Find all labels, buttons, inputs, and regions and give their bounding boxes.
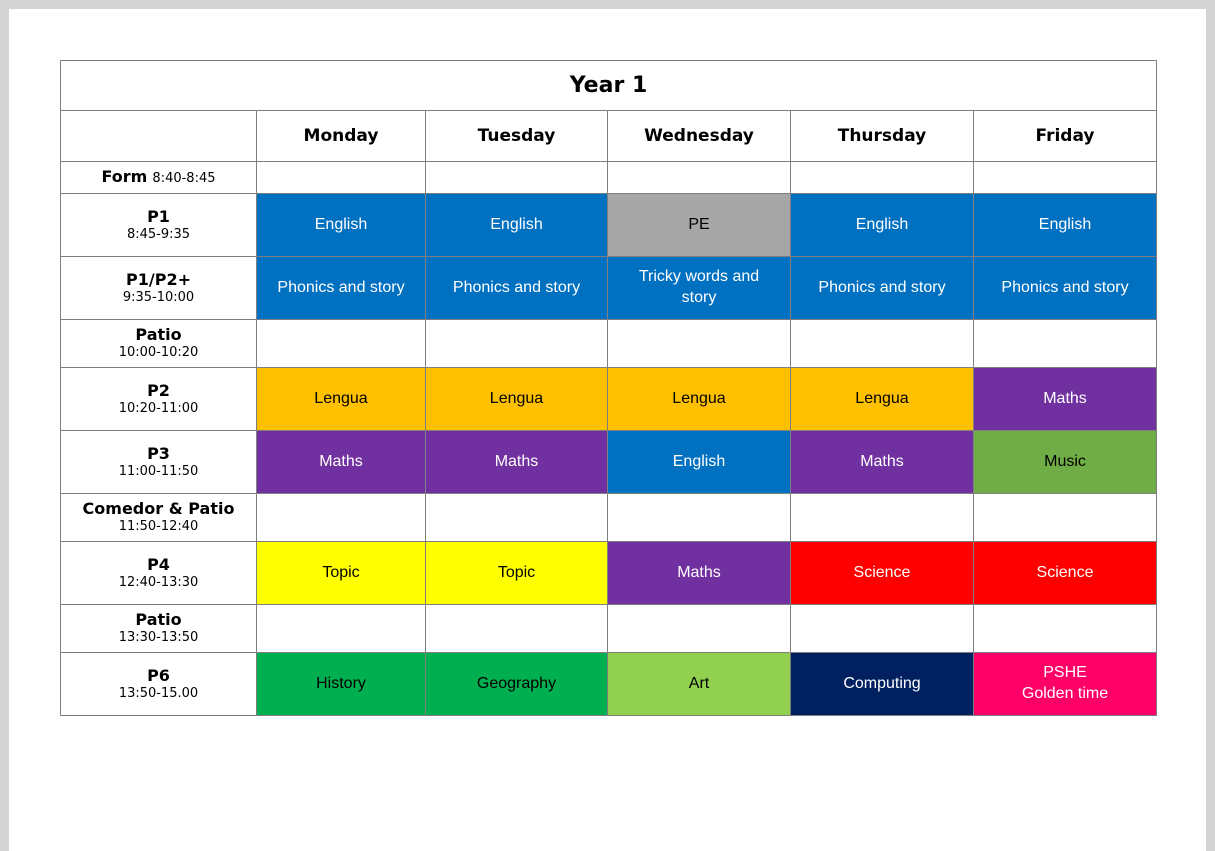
period-label-cell <box>61 368 257 431</box>
period-time: 10:20-11:00 <box>118 400 199 416</box>
subject-label: Lengua <box>672 389 726 407</box>
day-header-tuesday: Tuesday <box>426 111 608 162</box>
period-label-cell <box>61 194 257 257</box>
lesson-cell-monday <box>257 431 426 494</box>
lesson-cell-tuesday <box>426 653 608 716</box>
lesson-cell-tuesday <box>426 194 608 257</box>
lesson-cell-wednesday <box>608 431 791 494</box>
subject-label: Art <box>688 674 710 692</box>
lesson-cell-monday <box>257 542 426 605</box>
period-name: Patio <box>135 325 182 345</box>
period-time: 9:35-10:00 <box>122 289 195 305</box>
period-label-cell <box>61 257 257 320</box>
period-time: 13:30-13:50 <box>118 630 199 646</box>
subject-label: Topic <box>497 563 536 581</box>
lesson-cell-wednesday <box>608 257 791 320</box>
period-time: 12:40-13:30 <box>118 574 199 590</box>
period-name: P1 <box>147 206 170 226</box>
lesson-cell-tuesday <box>426 431 608 494</box>
lesson-cell-thursday <box>791 653 974 716</box>
lesson-cell-monday <box>257 257 426 320</box>
subject-label: Computing <box>843 674 921 692</box>
lesson-cell-wednesday <box>608 162 791 194</box>
day-header-friday: Friday <box>974 111 1157 162</box>
lesson-cell-wednesday <box>608 494 791 542</box>
timetable-body <box>61 162 1157 716</box>
subject-label: History <box>316 674 366 692</box>
lesson-cell-monday <box>257 653 426 716</box>
lesson-cell-thursday <box>791 162 974 194</box>
lesson-cell-monday <box>257 494 426 542</box>
lesson-cell-thursday <box>791 605 974 653</box>
day-header-row <box>61 111 1157 162</box>
lesson-cell-friday <box>974 653 1157 716</box>
subject-label: Phonics and story <box>277 278 405 296</box>
subject-label: Topic <box>322 563 360 581</box>
period-row <box>61 162 1157 194</box>
subject-label-line2: Golden time <box>1021 685 1109 702</box>
subject-label: Lengua <box>855 389 909 407</box>
subject-label: Science <box>1036 563 1094 581</box>
period-row <box>61 431 1157 494</box>
lesson-cell-wednesday <box>608 605 791 653</box>
subject-label: Music <box>1044 452 1086 470</box>
period-row <box>61 320 1157 368</box>
subject-label: Maths <box>494 452 539 470</box>
title-row <box>61 61 1157 111</box>
lesson-cell-friday <box>974 431 1157 494</box>
period-label-cell <box>61 320 257 368</box>
lesson-cell-wednesday <box>608 194 791 257</box>
lesson-cell-wednesday <box>608 542 791 605</box>
period-name: P2 <box>147 380 170 400</box>
lesson-cell-monday <box>257 194 426 257</box>
period-label-cell <box>61 542 257 605</box>
period-time: 11:50-12:40 <box>118 519 199 535</box>
period-row <box>61 257 1157 320</box>
period-name: Comedor & Patio <box>82 499 235 519</box>
lesson-cell-friday <box>974 194 1157 257</box>
subject-label: Maths <box>319 452 363 470</box>
period-label-cell <box>61 605 257 653</box>
day-header-thursday: Thursday <box>791 111 974 162</box>
lesson-cell-monday <box>257 605 426 653</box>
lesson-cell-wednesday <box>608 368 791 431</box>
lesson-cell-tuesday <box>426 494 608 542</box>
lesson-cell-monday <box>257 368 426 431</box>
period-label-cell <box>61 431 257 494</box>
subject-label: Phonics and story <box>452 278 581 296</box>
period-label-cell <box>61 162 257 194</box>
subject-label: English <box>855 215 909 233</box>
lesson-cell-tuesday <box>426 257 608 320</box>
day-header-monday: Monday <box>257 111 426 162</box>
lesson-cell-tuesday <box>426 605 608 653</box>
lesson-cell-friday <box>974 320 1157 368</box>
subject-label: Lengua <box>489 389 544 407</box>
subject-label: Phonics and story <box>1001 278 1129 296</box>
subject-label-line2: story <box>681 289 717 306</box>
subject-label: Geography <box>476 674 557 692</box>
lesson-cell-friday <box>974 542 1157 605</box>
period-name: Form <box>101 167 148 187</box>
lesson-cell-tuesday <box>426 162 608 194</box>
lesson-cell-monday <box>257 162 426 194</box>
lesson-cell-monday <box>257 320 426 368</box>
day-header-wednesday: Wednesday <box>608 111 791 162</box>
subject-label: PSHE <box>1043 664 1087 682</box>
subject-label: Science <box>853 563 911 581</box>
lesson-cell-friday <box>974 494 1157 542</box>
lesson-cell-tuesday <box>426 320 608 368</box>
timetable <box>60 60 1157 716</box>
subject-label: Tricky words and <box>638 268 760 286</box>
period-name: P4 <box>147 554 170 574</box>
lesson-cell-wednesday <box>608 653 791 716</box>
period-row <box>61 605 1157 653</box>
lesson-cell-thursday <box>791 542 974 605</box>
period-row <box>61 542 1157 605</box>
period-name: Patio <box>135 610 182 630</box>
period-time: 8:40-8:45 <box>152 171 216 187</box>
lesson-cell-friday <box>974 162 1157 194</box>
period-name: P1/P2+ <box>126 269 191 289</box>
lesson-cell-friday <box>974 257 1157 320</box>
period-time: 10:00-10:20 <box>118 345 199 361</box>
period-row <box>61 194 1157 257</box>
lesson-cell-tuesday <box>426 542 608 605</box>
period-time: 13:50-15.00 <box>118 685 199 701</box>
timetable-title: Year 1 <box>61 61 1157 111</box>
lesson-cell-wednesday <box>608 320 791 368</box>
period-label-cell <box>61 653 257 716</box>
period-row <box>61 368 1157 431</box>
lesson-cell-thursday <box>791 320 974 368</box>
subject-label: English <box>672 452 726 470</box>
period-time: 8:45-9:35 <box>126 226 191 242</box>
lesson-cell-friday <box>974 605 1157 653</box>
subject-label: Maths <box>677 563 721 581</box>
corner-cell <box>61 111 257 162</box>
lesson-cell-tuesday <box>426 368 608 431</box>
lesson-cell-friday <box>974 368 1157 431</box>
period-name: P6 <box>147 665 170 685</box>
period-row <box>61 653 1157 716</box>
period-name: P3 <box>147 443 170 463</box>
document-page <box>9 9 1206 851</box>
subject-label: Maths <box>860 452 904 470</box>
period-time: 11:00-11:50 <box>118 463 199 479</box>
subject-label: English <box>490 215 543 233</box>
subject-label: Phonics and story <box>818 278 946 296</box>
lesson-cell-thursday <box>791 431 974 494</box>
lesson-cell-thursday <box>791 494 974 542</box>
subject-label: English <box>314 215 368 233</box>
subject-label: Maths <box>1043 389 1087 407</box>
subject-label: English <box>1038 215 1092 233</box>
lesson-cell-thursday <box>791 257 974 320</box>
period-label-cell <box>61 494 257 542</box>
subject-label: PE <box>688 215 710 233</box>
lesson-cell-thursday <box>791 194 974 257</box>
lesson-cell-thursday <box>791 368 974 431</box>
period-row <box>61 494 1157 542</box>
subject-label: Lengua <box>314 389 368 407</box>
